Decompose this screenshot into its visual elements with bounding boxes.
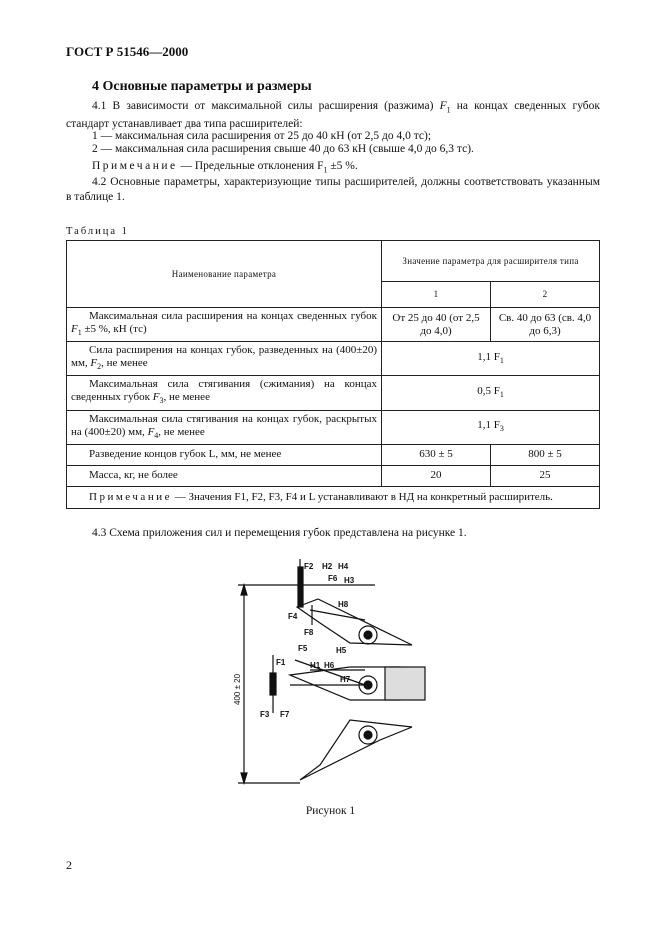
dimension-label: 400 ± 20 <box>233 673 242 705</box>
label-h3: H3 <box>344 576 355 585</box>
row-name: Максимальная сила расширения на концах сведенных губок $F_1 \pm 5$ %, кН (тс) <box>67 308 382 342</box>
table-caption: Таблица 1 <box>66 226 129 237</box>
row-value-type-1: От 25 до 40 (от 2,5 до 4,0) <box>382 308 491 342</box>
label-h4: H4 <box>338 562 349 571</box>
figure-caption: Рисунок 1 <box>305 805 356 817</box>
paragraph-4-2: 4.2 Основные параметры, характеризующие типы расширителей, должны соответствовать указанным в таблице 1. <box>66 176 600 203</box>
row-value-type-2: 25 <box>491 465 600 486</box>
row-name: Разведение концов губок L, мм, не менее <box>67 444 382 465</box>
row-value: 0,5 $F_1$ <box>382 376 600 410</box>
header-parameter-name: Наименование параметра <box>67 241 382 308</box>
label-f3: F3 <box>260 710 270 719</box>
upper-jaw <box>297 599 412 645</box>
table-row <box>67 342 600 376</box>
table-note: Примечание — Значения F1, F2, F3, F4 и L устанавливают в НД на конкретный расширитель. <box>67 486 600 508</box>
label-h8: H8 <box>338 600 349 609</box>
note-tolerance: Примечание — Предельные отклонения $F_1 \pm 5$ %. <box>92 160 358 175</box>
row-name: Сила расширения на концах губок, разведенных на (400±20) мм, $F_2$, не менее <box>67 342 382 376</box>
type-2-description: 2 — максимальная сила расширения свыше 40 до 63 кН (свыше 4,0 до 6,3 тс). <box>92 143 474 155</box>
row-name: Максимальная сила стягивания (сжимания) на концах сведенных губок $F_3$, не менее <box>67 376 382 410</box>
label-f6: F6 <box>328 574 338 583</box>
page-number: 2 <box>66 858 72 872</box>
label-f4: F4 <box>288 612 298 621</box>
label-h2: H2 <box>322 562 333 571</box>
spreader-diagram <box>200 555 440 795</box>
row-name: Масса, кг, не более <box>67 465 382 486</box>
table-row <box>67 465 600 486</box>
table-note-row <box>67 486 600 508</box>
row-value-type-1: 630 ± 5 <box>382 444 491 465</box>
row-name: Максимальная сила стягивания на концах губок, раскрытых на (400±20) мм, $F_4$, не менее <box>67 410 382 444</box>
parameters-table <box>66 240 600 509</box>
type-1-description: 1 — максимальная сила расширения от 25 до 40 кН (от 2,5 до 4,0 тс); <box>92 130 432 142</box>
row-value-type-1: 20 <box>382 465 491 486</box>
header-type-2: 2 <box>491 282 600 308</box>
table-row <box>67 444 600 465</box>
lower-jaw <box>300 720 412 780</box>
header-parameter-value: Значение параметра для расширителя типа <box>382 241 600 282</box>
header-type-1: 1 <box>382 282 491 308</box>
row-value-type-2: Св. 40 до 63 (св. 4,0 до 6,3) <box>491 308 600 342</box>
label-h5: H5 <box>336 646 347 655</box>
jaw-tip <box>270 673 276 695</box>
paragraph-4-1: 4.1 В зависимости от максимальной силы расширения (разжима) $F_1$ на концах сведенных губок стандарт устанавливает два типа расширителей: <box>66 100 600 131</box>
paragraph-4-3: 4.3 Схема приложения сил и перемещения губок представлена на рисунке 1. <box>92 527 467 539</box>
row-value: 1,1 $F_3$ <box>382 410 600 444</box>
label-h1: H1 <box>310 661 321 670</box>
row-value-type-2: 800 ± 5 <box>491 444 600 465</box>
label-h6: H6 <box>324 661 335 670</box>
label-f5: F5 <box>298 644 308 653</box>
document-header: ГОСТ Р 51546—2000 <box>66 44 189 59</box>
label-f8: F8 <box>304 628 314 637</box>
table-row <box>67 410 600 444</box>
table-row <box>67 376 600 410</box>
row-value: 1,1 $F_1$ <box>382 342 600 376</box>
section-title: 4 Основные параметры и размеры <box>92 79 312 94</box>
table-row <box>67 308 600 342</box>
label-f2: F2 <box>304 562 314 571</box>
handle <box>385 667 425 700</box>
label-f1: F1 <box>276 658 286 667</box>
label-h7: H7 <box>340 675 351 684</box>
label-f7: F7 <box>280 710 290 719</box>
